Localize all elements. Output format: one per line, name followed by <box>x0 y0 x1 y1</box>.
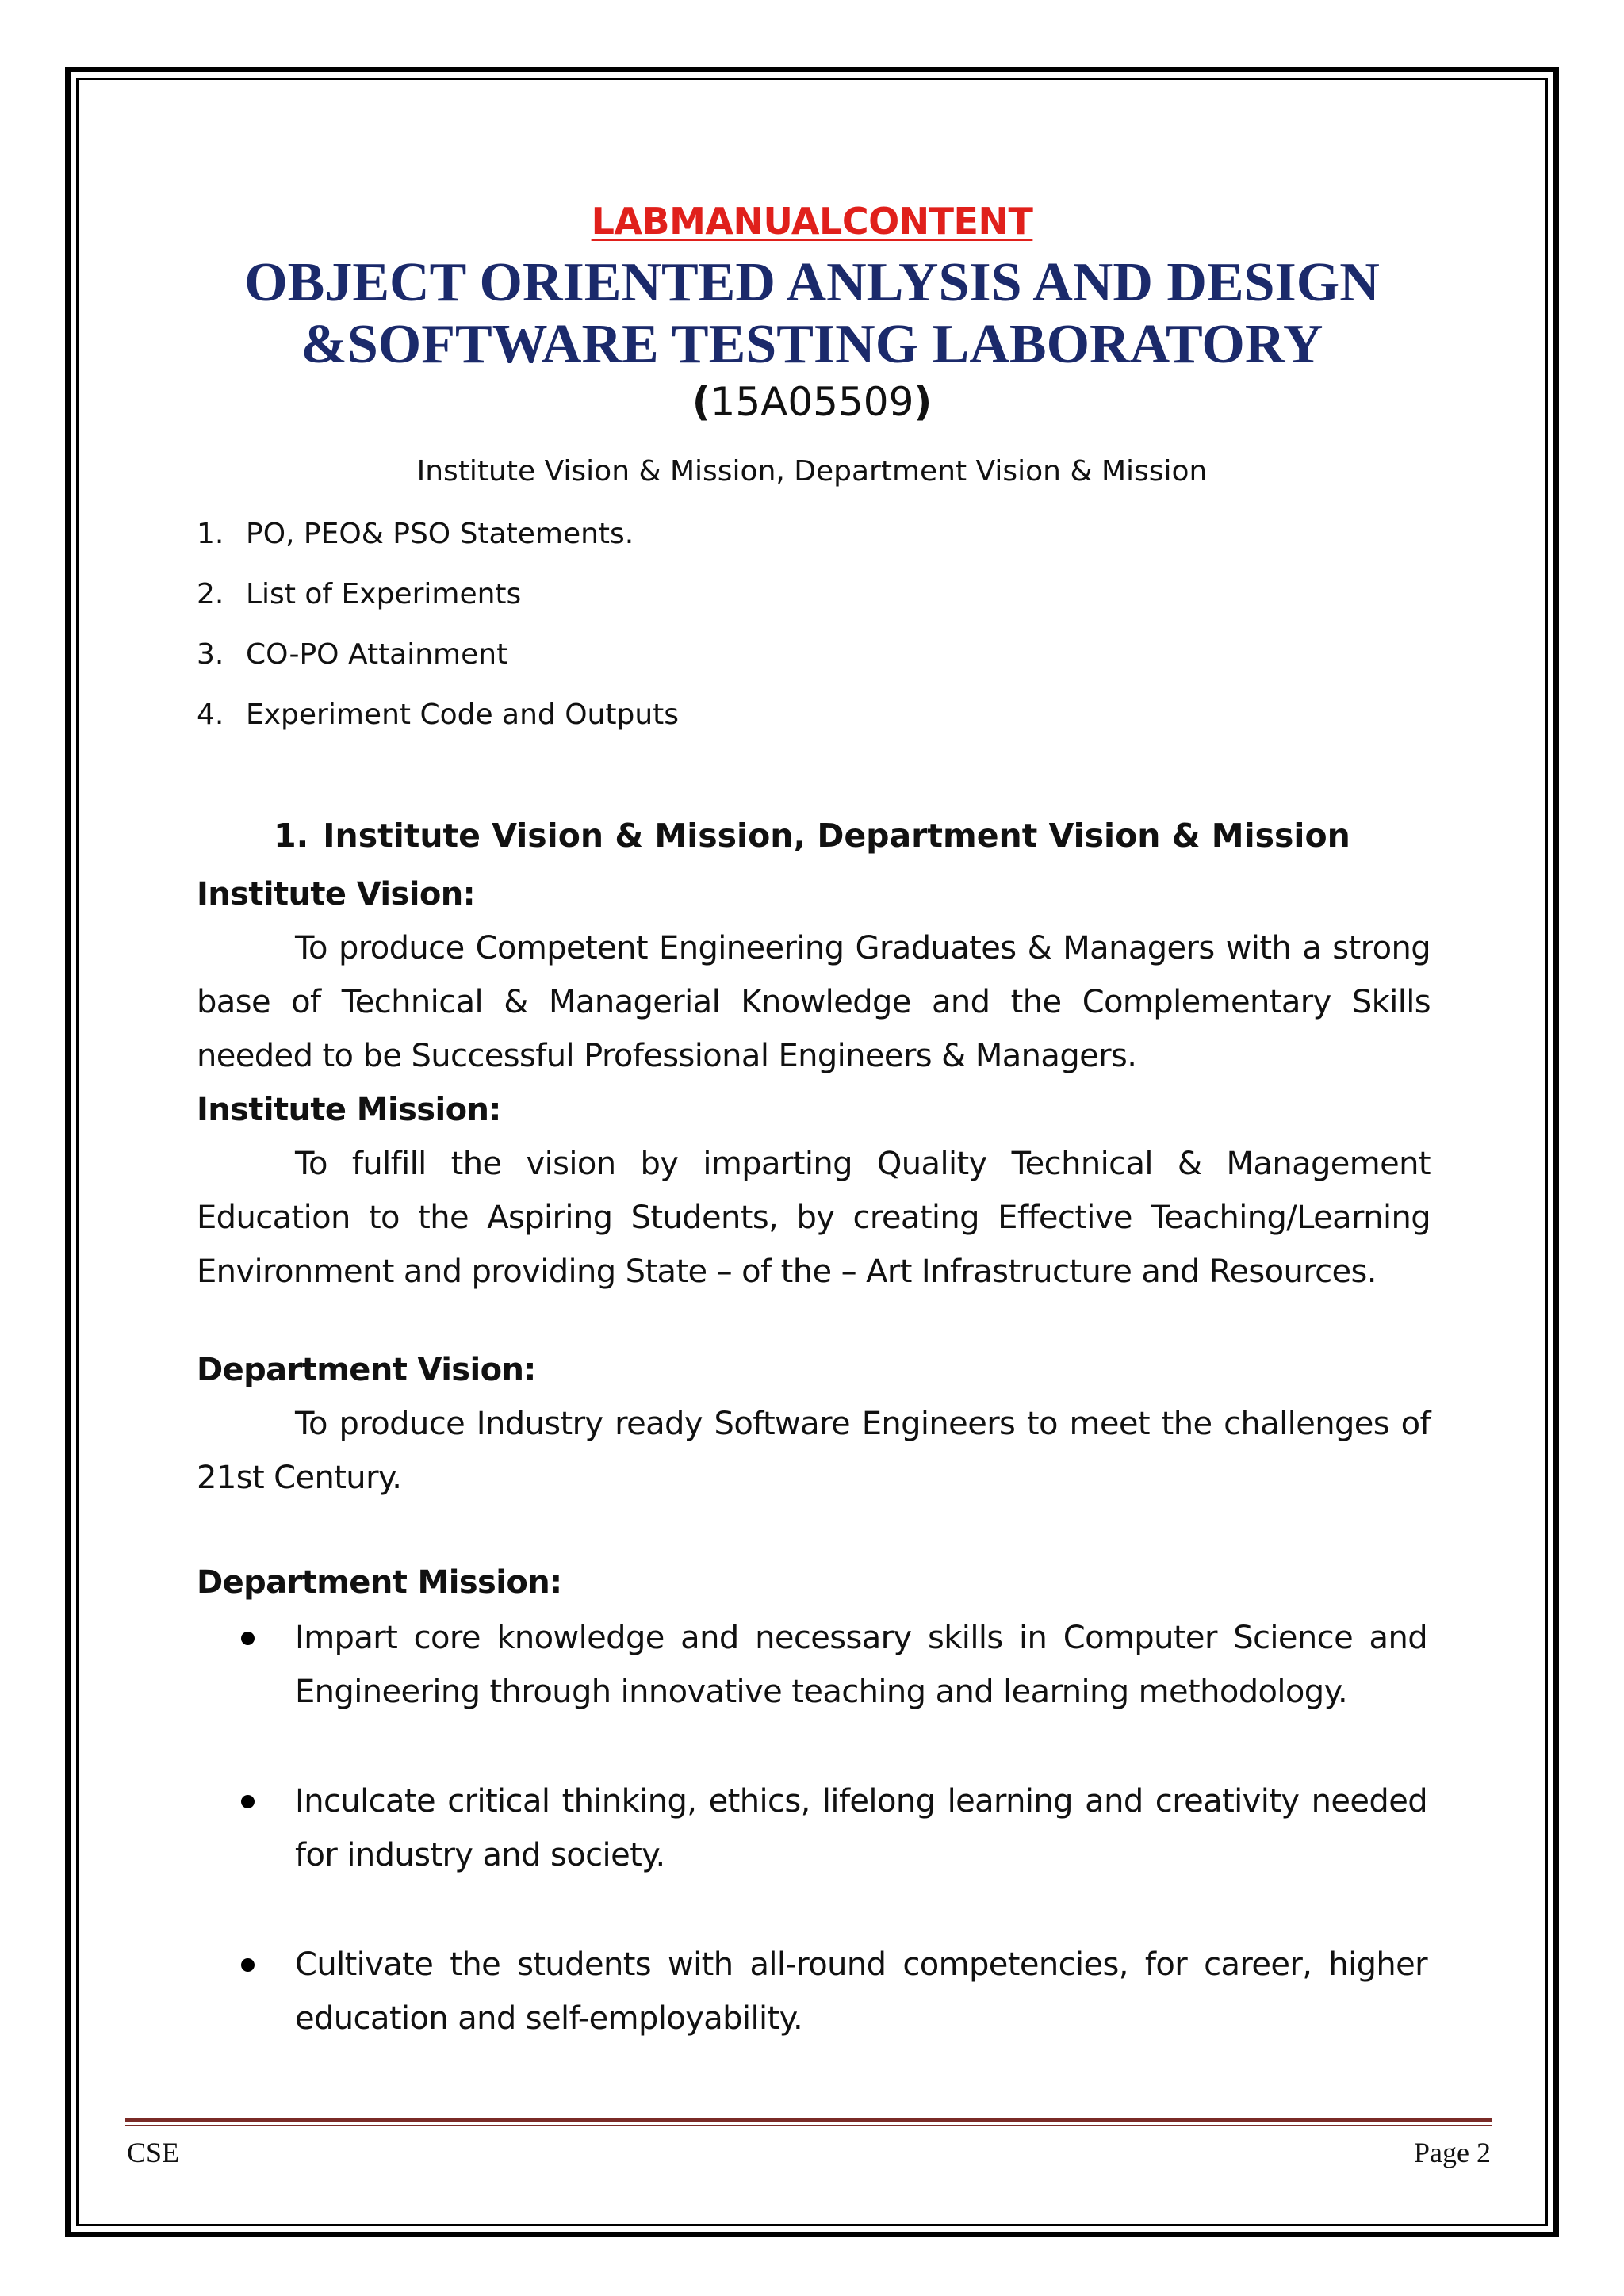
list-item-text: Impart core knowledge and necessary skills in Computer Science and Engineering through innovative teaching and learning methodology. <box>295 1620 1427 1710</box>
toc-item-number: 2. <box>197 578 224 610</box>
course-code: (15A05509) <box>691 379 933 425</box>
toc-item-label: CO-PO Attainment <box>246 638 508 671</box>
list-item-text: Inculcate critical thinking, ethics, lifelong learning and creativity needed for industry and society. <box>295 1783 1427 1873</box>
department-mission-heading-block <box>197 1556 1431 1609</box>
course-title-line1: OBJECT ORIENTED ANLYSIS AND DESIGN <box>244 252 1380 313</box>
footer-page-number: Page 2 <box>1414 2137 1491 2168</box>
toc-item-number: 1. <box>197 518 224 550</box>
footer-rule-thin <box>125 2125 1492 2126</box>
toc-item-label: Experiment Code and Outputs <box>246 698 680 731</box>
footer-rule <box>125 2118 1492 2122</box>
toc-heading: Institute Vision & Mission, Department Vision & Mission <box>416 455 1208 488</box>
bullet-icon <box>241 1958 255 1972</box>
department-vision-block <box>197 1343 1431 1505</box>
course-code-value: 15A05509 <box>710 379 914 425</box>
toc-list <box>197 517 679 758</box>
toc-item-label: PO, PEO& PSO Statements. <box>246 518 634 550</box>
institute-vision-heading: Institute Vision: <box>197 876 476 913</box>
institute-mission-text: To fulfill the vision by imparting Quality Technical & Management Education to the Aspiring Students, by creating Effective Teaching/Learning Environment and providing State – of the – Art Infrastructure and Resources. <box>197 1146 1431 1290</box>
institute-mission-block <box>197 1083 1431 1299</box>
section-heading-number: 1. <box>274 817 309 855</box>
bullet-icon <box>241 1795 255 1808</box>
course-title-line2: &SOFTWARE TESTING LABORATORY <box>301 314 1323 375</box>
institute-mission-heading: Institute Mission: <box>197 1092 501 1128</box>
toc-item-label: List of Experiments <box>246 578 522 610</box>
department-mission-heading: Department Mission: <box>197 1564 562 1601</box>
toc-item <box>197 517 679 577</box>
institute-vision-text: To produce Competent Engineering Graduates & Managers with a strong base of Technical & Managerial Knowledge and the Complementary Skills needed to be Successful Professional Engineers & Managers. <box>197 930 1431 1074</box>
list-item <box>238 1938 1427 2045</box>
toc-item <box>197 577 679 637</box>
list-item-text: Cultivate the students with all-round competencies, for career, higher education and self-employability. <box>295 1946 1427 2037</box>
department-vision-text: To produce Industry ready Software Engineers to meet the challenges of 21st Century. <box>197 1406 1431 1496</box>
bullet-icon <box>241 1632 255 1645</box>
department-mission-list <box>238 1611 1427 2101</box>
toc-item-number: 4. <box>197 698 224 731</box>
toc-item <box>197 637 679 698</box>
toc-item-number: 3. <box>197 638 224 671</box>
department-vision-heading: Department Vision: <box>197 1352 536 1388</box>
institute-vision-block <box>197 867 1431 1083</box>
toc-item <box>197 698 679 758</box>
section-heading-label: Institute Vision & Mission, Department Vision & Mission <box>323 817 1350 855</box>
section-heading <box>0 817 1624 855</box>
list-item <box>238 1774 1427 1882</box>
manual-title: LABMANUALCONTENT <box>591 200 1033 243</box>
list-item <box>238 1611 1427 1719</box>
footer-department: CSE <box>127 2137 180 2168</box>
course-title <box>0 252 1624 376</box>
